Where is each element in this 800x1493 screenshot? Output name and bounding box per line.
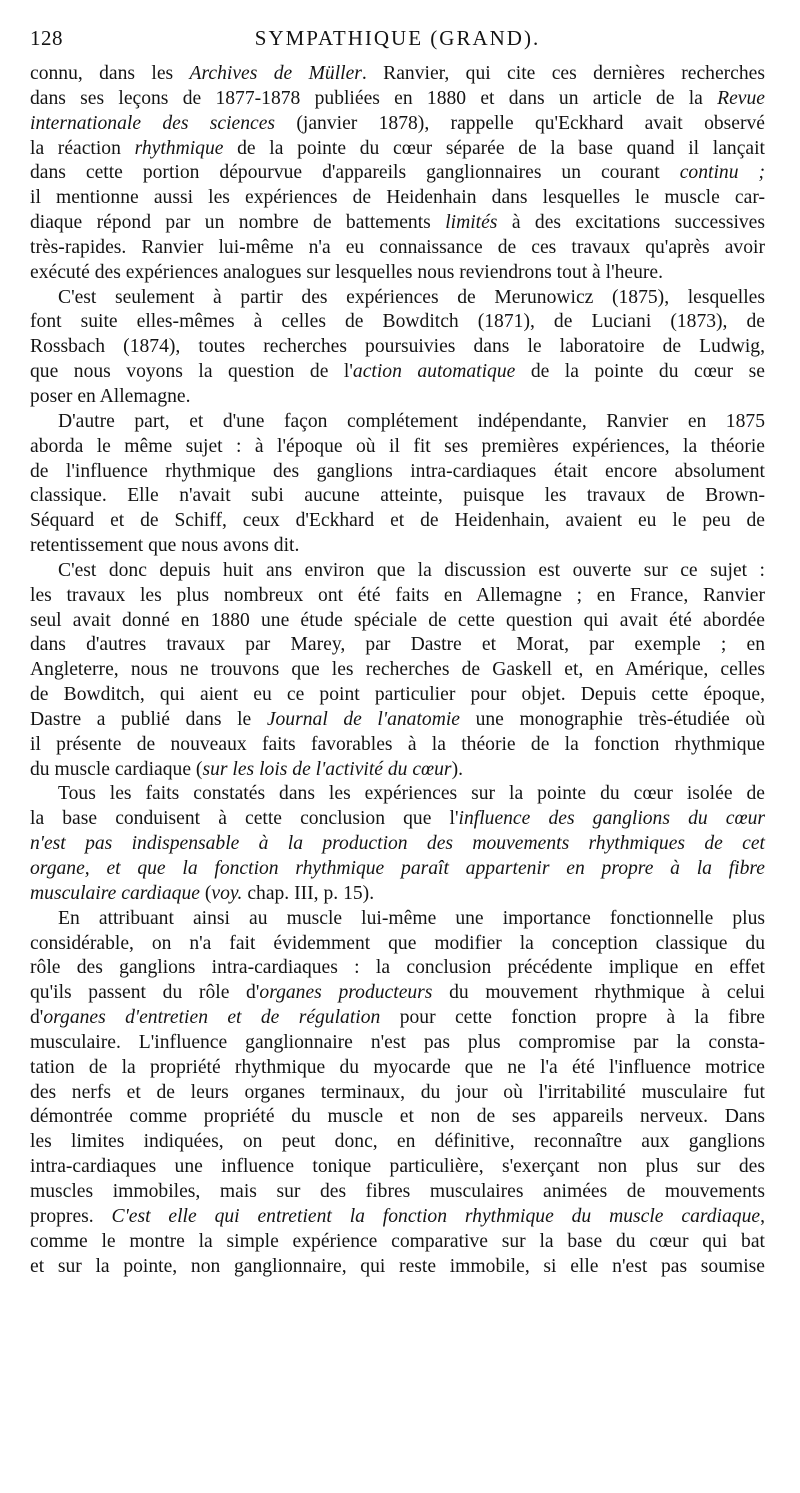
text-line — [30, 683, 765, 708]
text-line — [30, 310, 765, 335]
text-run: rôle des ganglions intra-cardiaques : la conclusion précédente implique en effet — [30, 957, 765, 979]
text-line — [30, 733, 765, 758]
text-run: de la pointe du cœur séparée de la base quand il lançait — [223, 137, 765, 159]
text-line — [30, 161, 765, 186]
text-run: et sur la pointe, non ganglionnaire, qui reste immobile, si elle n'est pas soumise — [30, 1255, 765, 1277]
text-run: dans d'autres travaux par Marey, par Dastre et Morat, par exemple ; en — [30, 634, 765, 656]
italic-run: internationale des sciences — [30, 112, 276, 134]
text-line — [30, 460, 765, 485]
text-run: Séquard et de Schiff, ceux d'Eckhard et de Heidenhain, avaient eu le peu de — [30, 510, 765, 532]
text-line — [30, 1031, 765, 1056]
text-line — [30, 62, 765, 87]
text-line — [30, 857, 765, 882]
text-line — [30, 435, 765, 460]
text-line — [30, 211, 765, 236]
text-run: ( — [199, 882, 212, 904]
body-text — [30, 62, 765, 1279]
text-run: musculaire. L'influence ganglionnaire n'est pas plus compromise par la consta- — [30, 1031, 765, 1053]
italic-run: C'est elle qui entretient la fonction rhythmique du muscle cardiaque — [111, 1205, 761, 1227]
text-run: des nerfs et de leurs organes terminaux, du jour où l'irritabilité musculaire fut — [30, 1081, 765, 1103]
text-run: muscles immobiles, mais sur des fibres musculaires animées de mouvements — [30, 1180, 765, 1202]
text-line — [30, 907, 765, 932]
text-line — [30, 1230, 765, 1255]
paragraph — [30, 286, 765, 410]
text-line — [30, 112, 765, 137]
text-run: de l'influence rhythmique des ganglions intra-cardiaques était encore absolument — [30, 460, 765, 482]
text-run: considérable, on n'a fait évidemment que modifier la conception classique du — [30, 932, 765, 954]
text-run: pour cette fonction propre à la fibre — [380, 1007, 765, 1029]
text-run: chap. III, p. 15). — [242, 882, 375, 904]
text-line — [30, 882, 765, 907]
text-run: Dastre a publié dans le — [30, 708, 267, 730]
text-run: qu'ils passent du rôle d' — [30, 982, 260, 1004]
page-header — [30, 26, 765, 56]
text-run: Angleterre, nous ne trouvons que les recherches de Gaskell et, en Amérique, celles — [30, 659, 765, 681]
italic-run: Journal de l'anatomie — [266, 708, 460, 730]
italic-run: Revue — [717, 87, 765, 109]
text-run: aborda le même sujet : à l'époque où il fit ses premières expériences, la théorie — [30, 435, 765, 457]
text-line — [30, 832, 765, 857]
text-run: , — [760, 1205, 765, 1227]
text-run: C'est seulement à partir des expériences de Merunowicz (1875), lesquelles — [58, 286, 765, 308]
text-line — [30, 1081, 765, 1106]
text-run: les limites indiquées, on peut donc, en définitive, reconnaître aux ganglions — [30, 1131, 765, 1153]
text-run: (janvier 1878), rappelle qu'Eckhard avait observé — [275, 112, 766, 134]
text-line — [30, 137, 765, 162]
italic-run: musculaire cardiaque — [30, 882, 200, 904]
text-line — [30, 1155, 765, 1180]
text-run: du mouvement rhythmique à celui — [432, 982, 765, 1004]
text-run: font suite elles-mêmes à celles de Bowditch (1871), de Luciani (1873), de — [30, 311, 765, 333]
text-line — [30, 1105, 765, 1130]
text-line — [30, 584, 765, 609]
italic-run: organes d'entretien et de régulation — [43, 1007, 381, 1029]
italic-run: n'est pas indispensable à la production des mouvements rhythmiques de cet — [30, 833, 765, 855]
text-line — [30, 534, 765, 559]
text-line — [30, 981, 765, 1006]
text-run: C'est donc depuis huit ans environ que la discussion est ouverte sur ce sujet : — [58, 559, 765, 581]
text-line — [30, 956, 765, 981]
text-run: En attribuant ainsi au muscle lui-même une importance fonctionnelle plus — [58, 907, 765, 929]
text-line — [30, 236, 765, 261]
italic-run: organes producteurs — [259, 982, 433, 1004]
text-line — [30, 807, 765, 832]
text-run: démontrée comme propriété du muscle et non de ses appareils nerveux. Dans — [30, 1106, 765, 1128]
italic-run: continu ; — [679, 162, 765, 184]
text-run: intra-cardiaques une influence tonique particulière, s'exerçant non plus sur des — [30, 1156, 765, 1178]
text-line — [30, 1006, 765, 1031]
text-run: du muscle cardiaque ( — [30, 758, 203, 780]
text-line — [30, 1130, 765, 1155]
text-line — [30, 385, 765, 410]
paragraph — [30, 62, 765, 286]
text-run: il présente de nouveaux faits favorables à la théorie de la fonction rhythmique — [30, 733, 765, 755]
text-line — [30, 658, 765, 683]
text-run: classique. Elle n'avait subi aucune atteinte, puisque les travaux de Brown- — [30, 485, 765, 507]
text-line — [30, 1180, 765, 1205]
text-run: poser en Allemagne. — [30, 385, 191, 407]
text-run: propres. — [30, 1205, 112, 1227]
page-number: 128 — [30, 26, 63, 50]
italic-run: voy. — [211, 882, 243, 904]
text-line — [30, 484, 765, 509]
text-run: Tous les faits constatés dans les expériences sur la pointe du cœur isolée de — [58, 783, 765, 805]
text-run: retentissement que nous avons dit. — [30, 535, 300, 557]
italic-run: Archives de Müller — [189, 63, 362, 84]
text-run: seul avait donné en 1880 une étude spéciale de cette question qui avait été abordée — [30, 609, 765, 631]
text-line — [30, 758, 765, 783]
text-line — [30, 509, 765, 534]
text-run: d' — [30, 1007, 44, 1029]
text-line — [30, 1255, 765, 1280]
text-line — [30, 1205, 765, 1230]
text-line — [30, 335, 765, 360]
text-run: de Bowditch, qui aient eu ce point particulier pour objet. Depuis cette époque, — [30, 684, 765, 706]
text-run: connu, dans les — [30, 63, 190, 84]
italic-run: limités — [445, 212, 498, 234]
text-run: . Ranvier, qui cite ces dernières recherches — [361, 63, 765, 84]
text-run: ). — [451, 758, 463, 780]
text-run: diaque répond par un nombre de battements — [30, 212, 446, 234]
text-line — [30, 1056, 765, 1081]
italic-run: rhythmique — [134, 137, 224, 159]
text-run: de la pointe du cœur se — [515, 361, 765, 383]
text-line — [30, 609, 765, 634]
text-run: à des excitations successives — [497, 212, 766, 234]
paragraph — [30, 410, 765, 559]
text-run: exécuté des expériences analogues sur lesquelles nous reviendrons tout à l'heure. — [30, 261, 664, 283]
text-run: que nous voyons la question de l' — [30, 361, 353, 383]
text-line — [30, 360, 765, 385]
text-run: tation de la propriété rhythmique du myocarde que ne l'a été l'influence motrice — [30, 1056, 765, 1078]
text-line — [30, 286, 765, 311]
text-line — [30, 633, 765, 658]
text-line — [30, 708, 765, 733]
italic-run: influence des ganglions du cœur — [458, 808, 765, 830]
text-run: la base conduisent à cette conclusion que l' — [30, 808, 459, 830]
text-run: dans cette portion dépourvue d'appareils ganglionnaires un courant — [30, 162, 680, 184]
text-line — [30, 932, 765, 957]
text-line — [30, 186, 765, 211]
text-line — [30, 261, 765, 286]
italic-run: action automatique — [352, 361, 516, 383]
text-run: les travaux les plus nombreux ont été faits en Allemagne ; en France, Ranvier — [30, 584, 765, 606]
italic-run: organe, et que la fonction rhythmique paraît appartenir en propre à la fibre — [30, 858, 765, 879]
paragraph — [30, 782, 765, 906]
running-title: SYMPATHIQUE (GRAND). — [254, 26, 541, 50]
text-run: Rossbach (1874), toutes recherches poursuivies dans le laboratoire de Ludwig, — [30, 336, 765, 358]
text-line — [30, 87, 765, 112]
text-run: comme le montre la simple expérience comparative sur la base du cœur qui bat — [30, 1230, 765, 1252]
text-run: dans ses leçons de 1877-1878 publiées en 1880 et dans un article de la — [30, 87, 718, 109]
paragraph — [30, 907, 765, 1280]
text-run: D'autre part, et d'une façon complétement indépendante, Ranvier en 1875 — [58, 410, 765, 432]
text-run: il mentionne aussi les expériences de Heidenhain dans lesquelles le muscle car- — [30, 187, 765, 209]
text-run: une monographie très-étudiée où — [460, 708, 766, 730]
text-line — [30, 559, 765, 584]
text-line — [30, 782, 765, 807]
italic-run: sur les lois de l'activité du cœur — [202, 758, 452, 780]
text-run: la réaction — [30, 137, 135, 159]
text-run: très-rapides. Ranvier lui-même n'a eu connaissance de ces travaux qu'après avoir — [30, 236, 765, 258]
text-line — [30, 410, 765, 435]
paragraph — [30, 559, 765, 783]
